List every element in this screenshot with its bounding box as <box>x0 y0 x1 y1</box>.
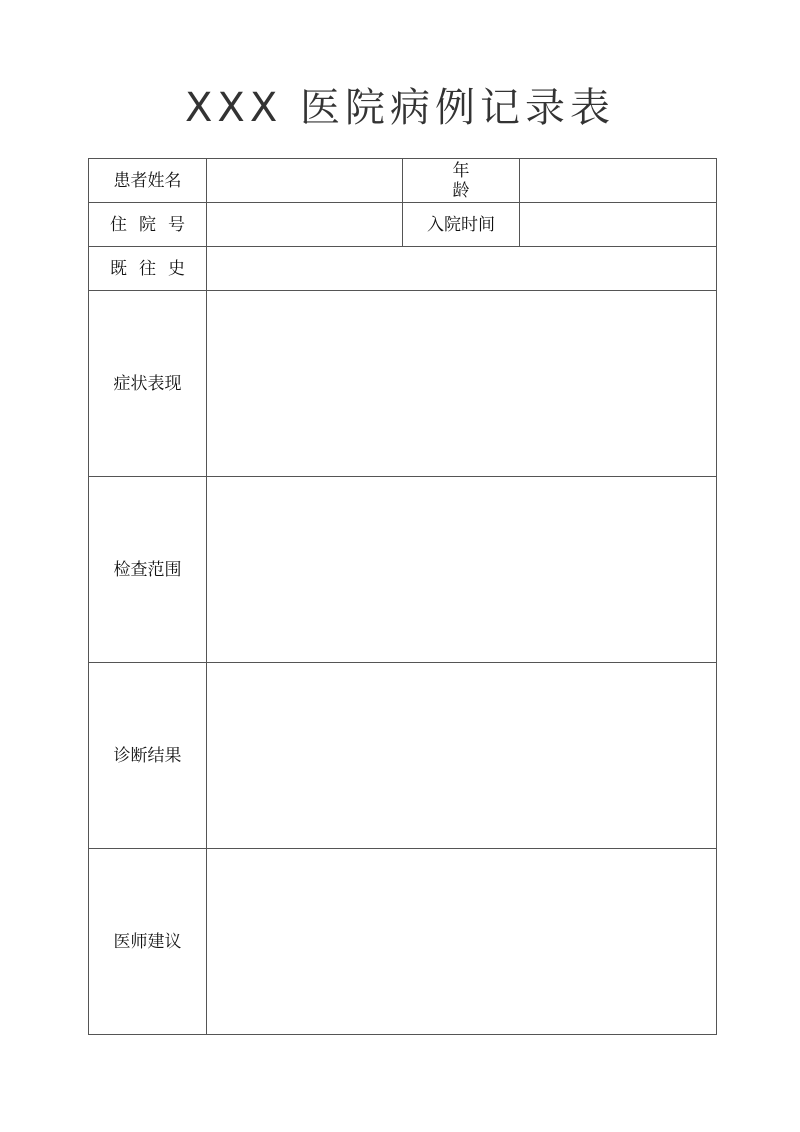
admission-time-field[interactable] <box>520 203 717 247</box>
patient-name-label: 患者姓名 <box>89 159 207 203</box>
page-title: XXX 医院病例记录表 <box>185 85 615 131</box>
exam-label: 检查范围 <box>89 477 207 663</box>
history-field[interactable] <box>207 247 717 291</box>
table-row-exam <box>89 477 717 663</box>
history-label: 既往史 <box>89 247 207 291</box>
diagnosis-label: 诊断结果 <box>89 663 207 849</box>
patient-name-field[interactable] <box>207 159 403 203</box>
advice-field[interactable] <box>207 849 717 1035</box>
exam-field[interactable] <box>207 477 717 663</box>
symptoms-field[interactable] <box>207 291 717 477</box>
record-table <box>88 158 717 1035</box>
table-row-advice <box>89 849 717 1035</box>
admission-no-label: 住院号 <box>89 203 207 247</box>
symptoms-label: 症状表现 <box>89 291 207 477</box>
admission-time-label: 入院时间 <box>403 203 520 247</box>
table-row-admission <box>89 203 717 247</box>
age-field[interactable] <box>520 159 717 203</box>
table-row-history <box>89 247 717 291</box>
table-row-diagnosis <box>89 663 717 849</box>
age-label: 年龄 <box>403 159 520 203</box>
advice-label: 医师建议 <box>89 849 207 1035</box>
diagnosis-field[interactable] <box>207 663 717 849</box>
admission-no-field[interactable] <box>207 203 403 247</box>
table-row-patient <box>89 159 717 203</box>
table-row-symptoms <box>89 291 717 477</box>
